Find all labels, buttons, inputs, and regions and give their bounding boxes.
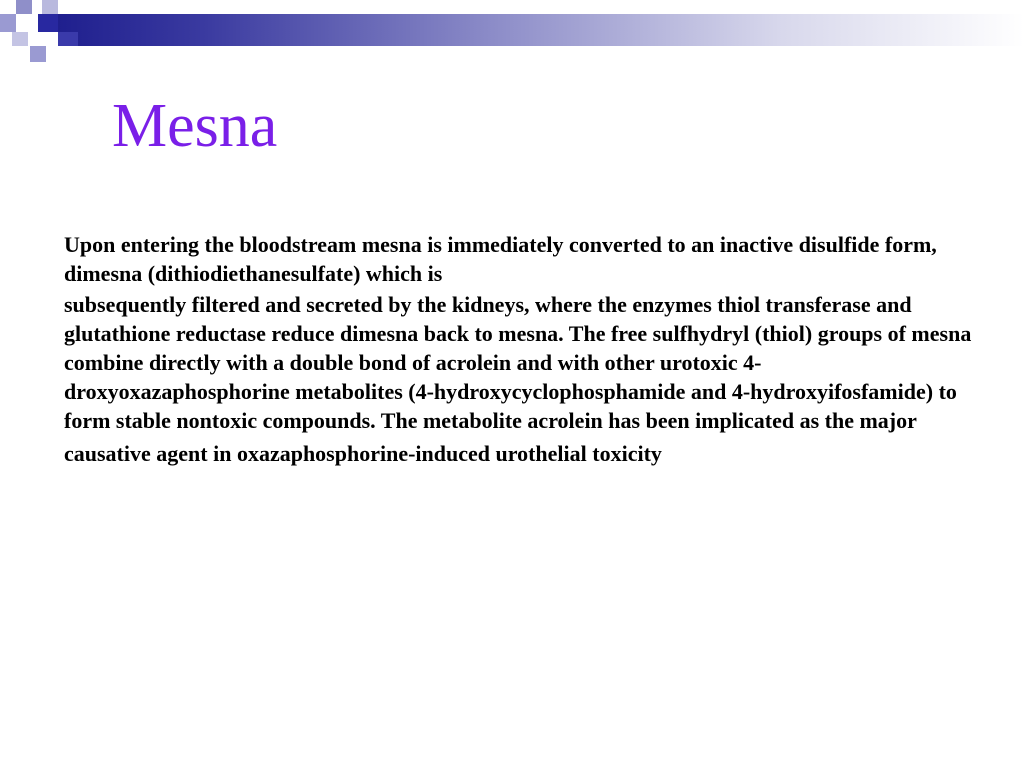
body-paragraph-3: causative agent in oxazaphosphorine-induced urothelial toxicity: [64, 441, 662, 466]
decor-square: [42, 0, 58, 14]
slide-body: [64, 230, 984, 468]
decor-square: [58, 32, 78, 46]
decor-square: [0, 14, 16, 32]
header-gradient-bar: [58, 14, 1024, 46]
slide-title: Mesna: [112, 92, 278, 160]
body-paragraph-2: subsequently filtered and secreted by the kidneys, where the enzymes thiol transferase and glutathione reductase reduce dimesna back to mesna. The free sulfhydryl (thiol) groups of mesna combine directly with a double bond of acrolein and with other urotoxic 4-droxyoxazaphosphorine metabolites (4-hydroxycyclophosphamide and 4-hydroxyifosfamide) to form stable nontoxic compounds. The metabolite acrolein has been implicated as the major: [64, 292, 972, 433]
decor-square: [16, 0, 32, 14]
decor-square: [0, 0, 16, 14]
decor-square: [30, 46, 46, 62]
decor-square: [38, 14, 58, 32]
decor-square: [16, 14, 38, 32]
decor-square: [12, 32, 28, 46]
body-paragraph-1: Upon entering the bloodstream mesna is immediately converted to an inactive disulfide form, dimesna (dithiodiethanesulfate) which is: [64, 232, 937, 286]
